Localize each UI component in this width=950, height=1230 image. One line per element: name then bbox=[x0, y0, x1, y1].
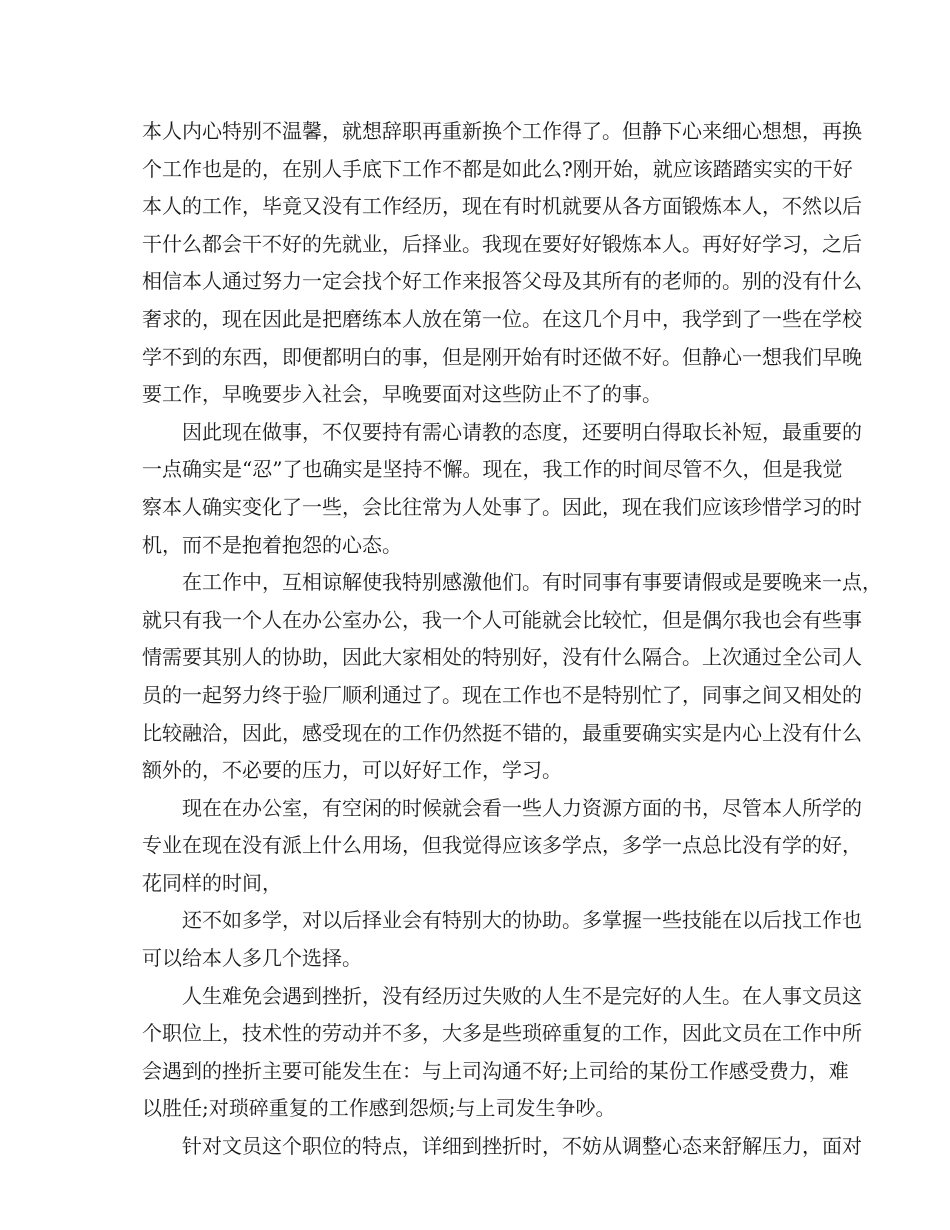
text-line: 以胜任;对琐碎重复的工作感到怨烦;与上司发生争吵。 bbox=[142, 1096, 616, 1121]
paragraph-1 bbox=[142, 113, 862, 414]
text-line: 还不如多学，对以后择业会有特别大的协助。多掌握一些技能在以后找工作也 bbox=[182, 908, 862, 933]
text-line: 就只有我一个人在办公室办公，我一个人可能就会比较忙，但是偶尔我也会有些事 bbox=[142, 607, 862, 632]
text-line: 本人的工作，毕竟又没有工作经历，现在有时机就要从各方面锻炼本人，不然以后 bbox=[142, 194, 862, 219]
text-line: 专业在现在没有派上什么用场，但我觉得应该多学点，多学一点总比没有学的好， bbox=[142, 833, 862, 858]
text-line: 情需要其别人的协助，因此大家相处的特别好，没有什么隔合。上次通过全公司人 bbox=[142, 645, 862, 670]
text-line: 针对文员这个职位的特点，详细到挫折时，不妨从调整心态来舒解压力，面对 bbox=[182, 1134, 862, 1159]
text-line: 人生难免会遇到挫折，没有经历过失败的人生不是完好的人生。在人事文员这 bbox=[182, 983, 862, 1008]
paragraph-6 bbox=[142, 978, 862, 1128]
text-line: 要工作，早晚要步入社会，早晚要面对这些防止不了的事。 bbox=[142, 382, 662, 407]
text-line: 花同样的时间， bbox=[142, 870, 282, 895]
paragraph-5 bbox=[142, 902, 862, 977]
text-line: 会遇到的挫折主要可能发生在：与上司沟通不好;上司给的某份工作感受费力，难 bbox=[142, 1058, 849, 1083]
text-line: 本人内心特别不温馨，就想辞职再重新换个工作得了。但静下心来细心想想，再换 bbox=[142, 119, 862, 143]
document-body bbox=[142, 113, 882, 1166]
text-line: 学不到的东西，即便都明白的事，但是刚开始有时还做不好。但静心一想我们早晚 bbox=[142, 344, 862, 369]
paragraph-2 bbox=[142, 414, 862, 564]
text-line: 个职位上，技术性的劳动并不多，大多是些琐碎重复的工作，因此文员在工作中所 bbox=[142, 1021, 862, 1046]
text-line: 可以给本人多几个选择。 bbox=[142, 946, 362, 971]
text-line: 察本人确实变化了一些，会比往常为人处事了。因此，现在我们应该珍惜学习的时 bbox=[142, 494, 862, 519]
text-line: 一点确实是“忍”了也确实是坚持不懈。现在，我工作的时间尽管不久，但是我觉 bbox=[142, 457, 843, 482]
text-line: 现在在办公室，有空闲的时候就会看一些人力资源方面的书，尽管本人所学的 bbox=[182, 795, 862, 820]
text-line: 因此现在做事，不仅要持有需心请教的态度，还要明白得取长补短，最重要的 bbox=[182, 419, 862, 444]
text-line: 机，而不是抱着抱怨的心态。 bbox=[142, 532, 402, 557]
text-line: 比较融洽，因此，感受现在的工作仍然挺不错的，最重要确实实是内心上没有什么 bbox=[142, 720, 862, 745]
text-line: 相信本人通过努力一定会找个好工作来报答父母及其所有的老师的。别的没有什么 bbox=[142, 269, 862, 294]
paragraph-3 bbox=[142, 564, 882, 790]
text-line: 干什么都会干不好的先就业，后择业。我现在要好好锻炼本人。再好好学习，之后 bbox=[142, 231, 862, 256]
text-line: 员的一起努力终于验厂顺利通过了。现在工作也不是特别忙了，同事之间又相处的 bbox=[142, 682, 862, 707]
text-line: 额外的，不必要的压力，可以好好工作，学习。 bbox=[142, 758, 562, 783]
text-line: 在工作中，互相谅解使我特别感激他们。有时同事有事要请假或是要晚来一点， bbox=[182, 570, 882, 595]
text-line: 个工作也是的，在别人手底下工作不都是如此么?刚开始，就应该踏踏实实的干好 bbox=[142, 156, 853, 181]
paragraph-4 bbox=[142, 790, 862, 903]
paragraph-7 bbox=[142, 1128, 862, 1166]
text-line: 奢求的，现在因此是把磨练本人放在第一位。在这几个月中，我学到了一些在学校 bbox=[142, 306, 862, 331]
